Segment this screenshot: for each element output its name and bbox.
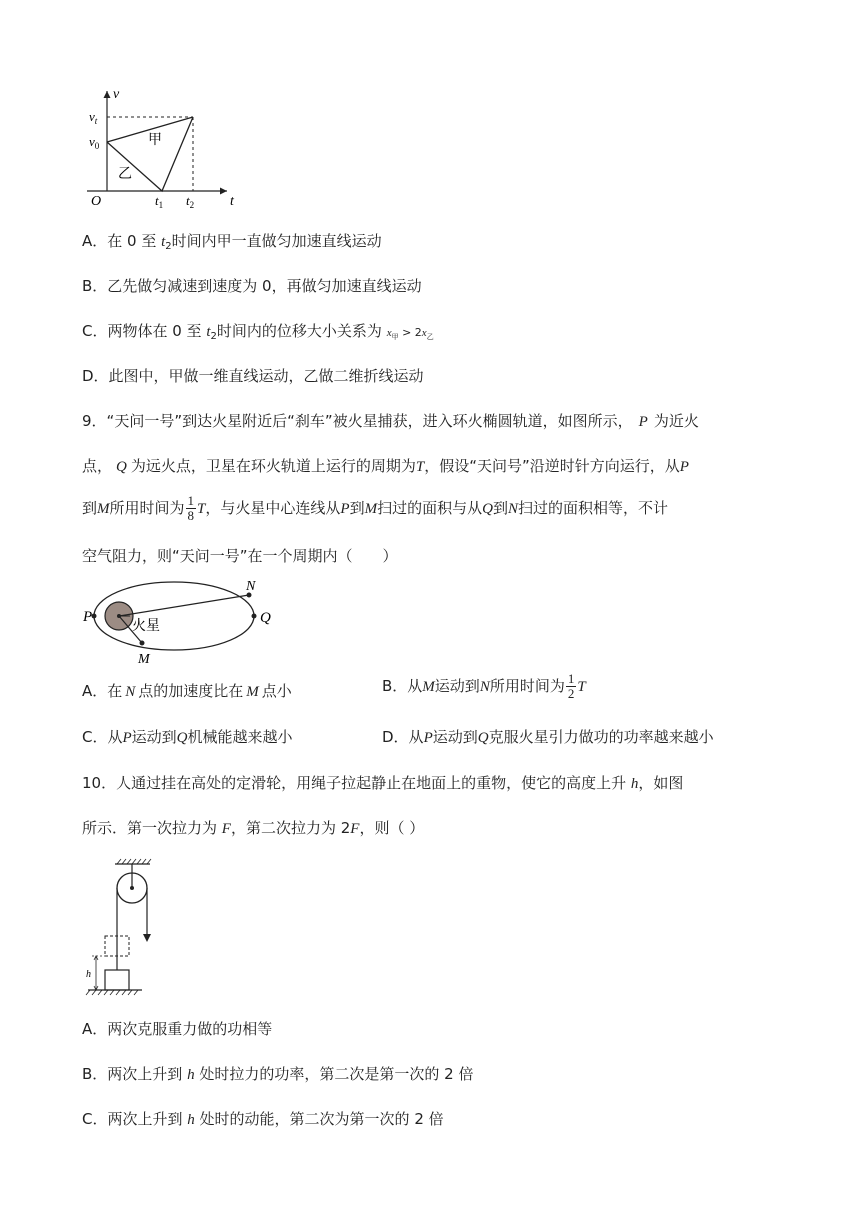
q9-option-c: C．从P运动到Q机械能越来越小: [82, 728, 293, 746]
q9-option-a: A．在 N 点的加速度比在 M 点小: [82, 682, 292, 700]
svg-text:h: h: [86, 969, 91, 980]
point-M: [140, 641, 145, 646]
point-Q: [252, 614, 257, 619]
q10-option-c: C．两次上升到 h 处时的动能，第二次为第一次的 2 倍: [82, 1110, 444, 1128]
svg-text:火星: 火星: [132, 619, 160, 634]
vt-label: $v_t$: [89, 109, 98, 126]
q8-option-b: B．乙先做匀减速到速度为 0，再做匀加速直线运动: [82, 277, 422, 295]
q9-stem-line4: 空气阻力，则“天问一号”在一个周期内（ ）: [82, 547, 398, 565]
point-P: [92, 614, 97, 619]
pulley-figure: [82, 856, 172, 996]
vt-graph: [82, 86, 242, 211]
svg-text:M: M: [138, 652, 150, 667]
q9-stem-line2: 点， Q 为远火点，卫星在环火轨道上运行的周期为T，假设“天问号”沿逆时针方向运行，从P: [82, 457, 689, 475]
q8-option-a: A．在 0 至 $t_2$时间内甲一直做匀加速直线运动: [82, 232, 382, 252]
axis-t-label: t: [230, 194, 234, 209]
axis-v-label: v: [113, 87, 120, 102]
q10-option-b: B．两次上升到 h 处时拉力的功率，第二次是第一次的 2 倍: [82, 1065, 474, 1083]
q10-stem-line1: 10．人通过挂在高处的定滑轮，用绳子拉起静止在地面上的重物，使它的高度上升 h，如图: [82, 774, 684, 792]
origin-label: O: [91, 194, 102, 209]
v0-label: $v_0$: [89, 134, 100, 151]
svg-text:N: N: [246, 579, 256, 594]
q9-option-d: D．从P运动到Q克服火星引力做功的功率越来越小: [382, 728, 714, 746]
q8-option-d: D．此图中，甲做一维直线运动，乙做二维折线运动: [82, 367, 424, 385]
q9-stem-line1: 9．“天问一号”到达火星附近后“刹车”被火星捕获，进入环火椭圆轨道，如图所示， P 为近火: [82, 412, 699, 430]
weight-box: [105, 970, 129, 990]
q9-option-b: B．从M运动到N所用时间为 $\frac{1}{2}$ T: [382, 671, 586, 701]
svg-text:Q: Q: [260, 610, 271, 626]
q10-option-a: A．两次克服重力做的功相等: [82, 1020, 273, 1038]
t2-label: $t_2$: [186, 193, 195, 210]
q8-option-c: C．两物体在 0 至 $t_2$时间内的位移大小关系为 $x_甲 > 2x_乙$: [82, 322, 434, 342]
q9-stem-line3: 到M所用时间为 $\frac{1}{8}$ T，与火星中心连线从P到M扫过的面积与从Q到N扫过的面积相等，不计: [82, 493, 668, 523]
jia-label: 甲: [148, 133, 162, 148]
svg-text:P: P: [83, 609, 93, 625]
t1-label: $t_1$: [155, 193, 164, 210]
q10-stem-line2: 所示．第一次拉力为 F，第二次拉力为 2F，则（ ）: [82, 819, 425, 837]
orbit-figure: [82, 580, 282, 670]
yi-label: 乙: [118, 167, 132, 182]
